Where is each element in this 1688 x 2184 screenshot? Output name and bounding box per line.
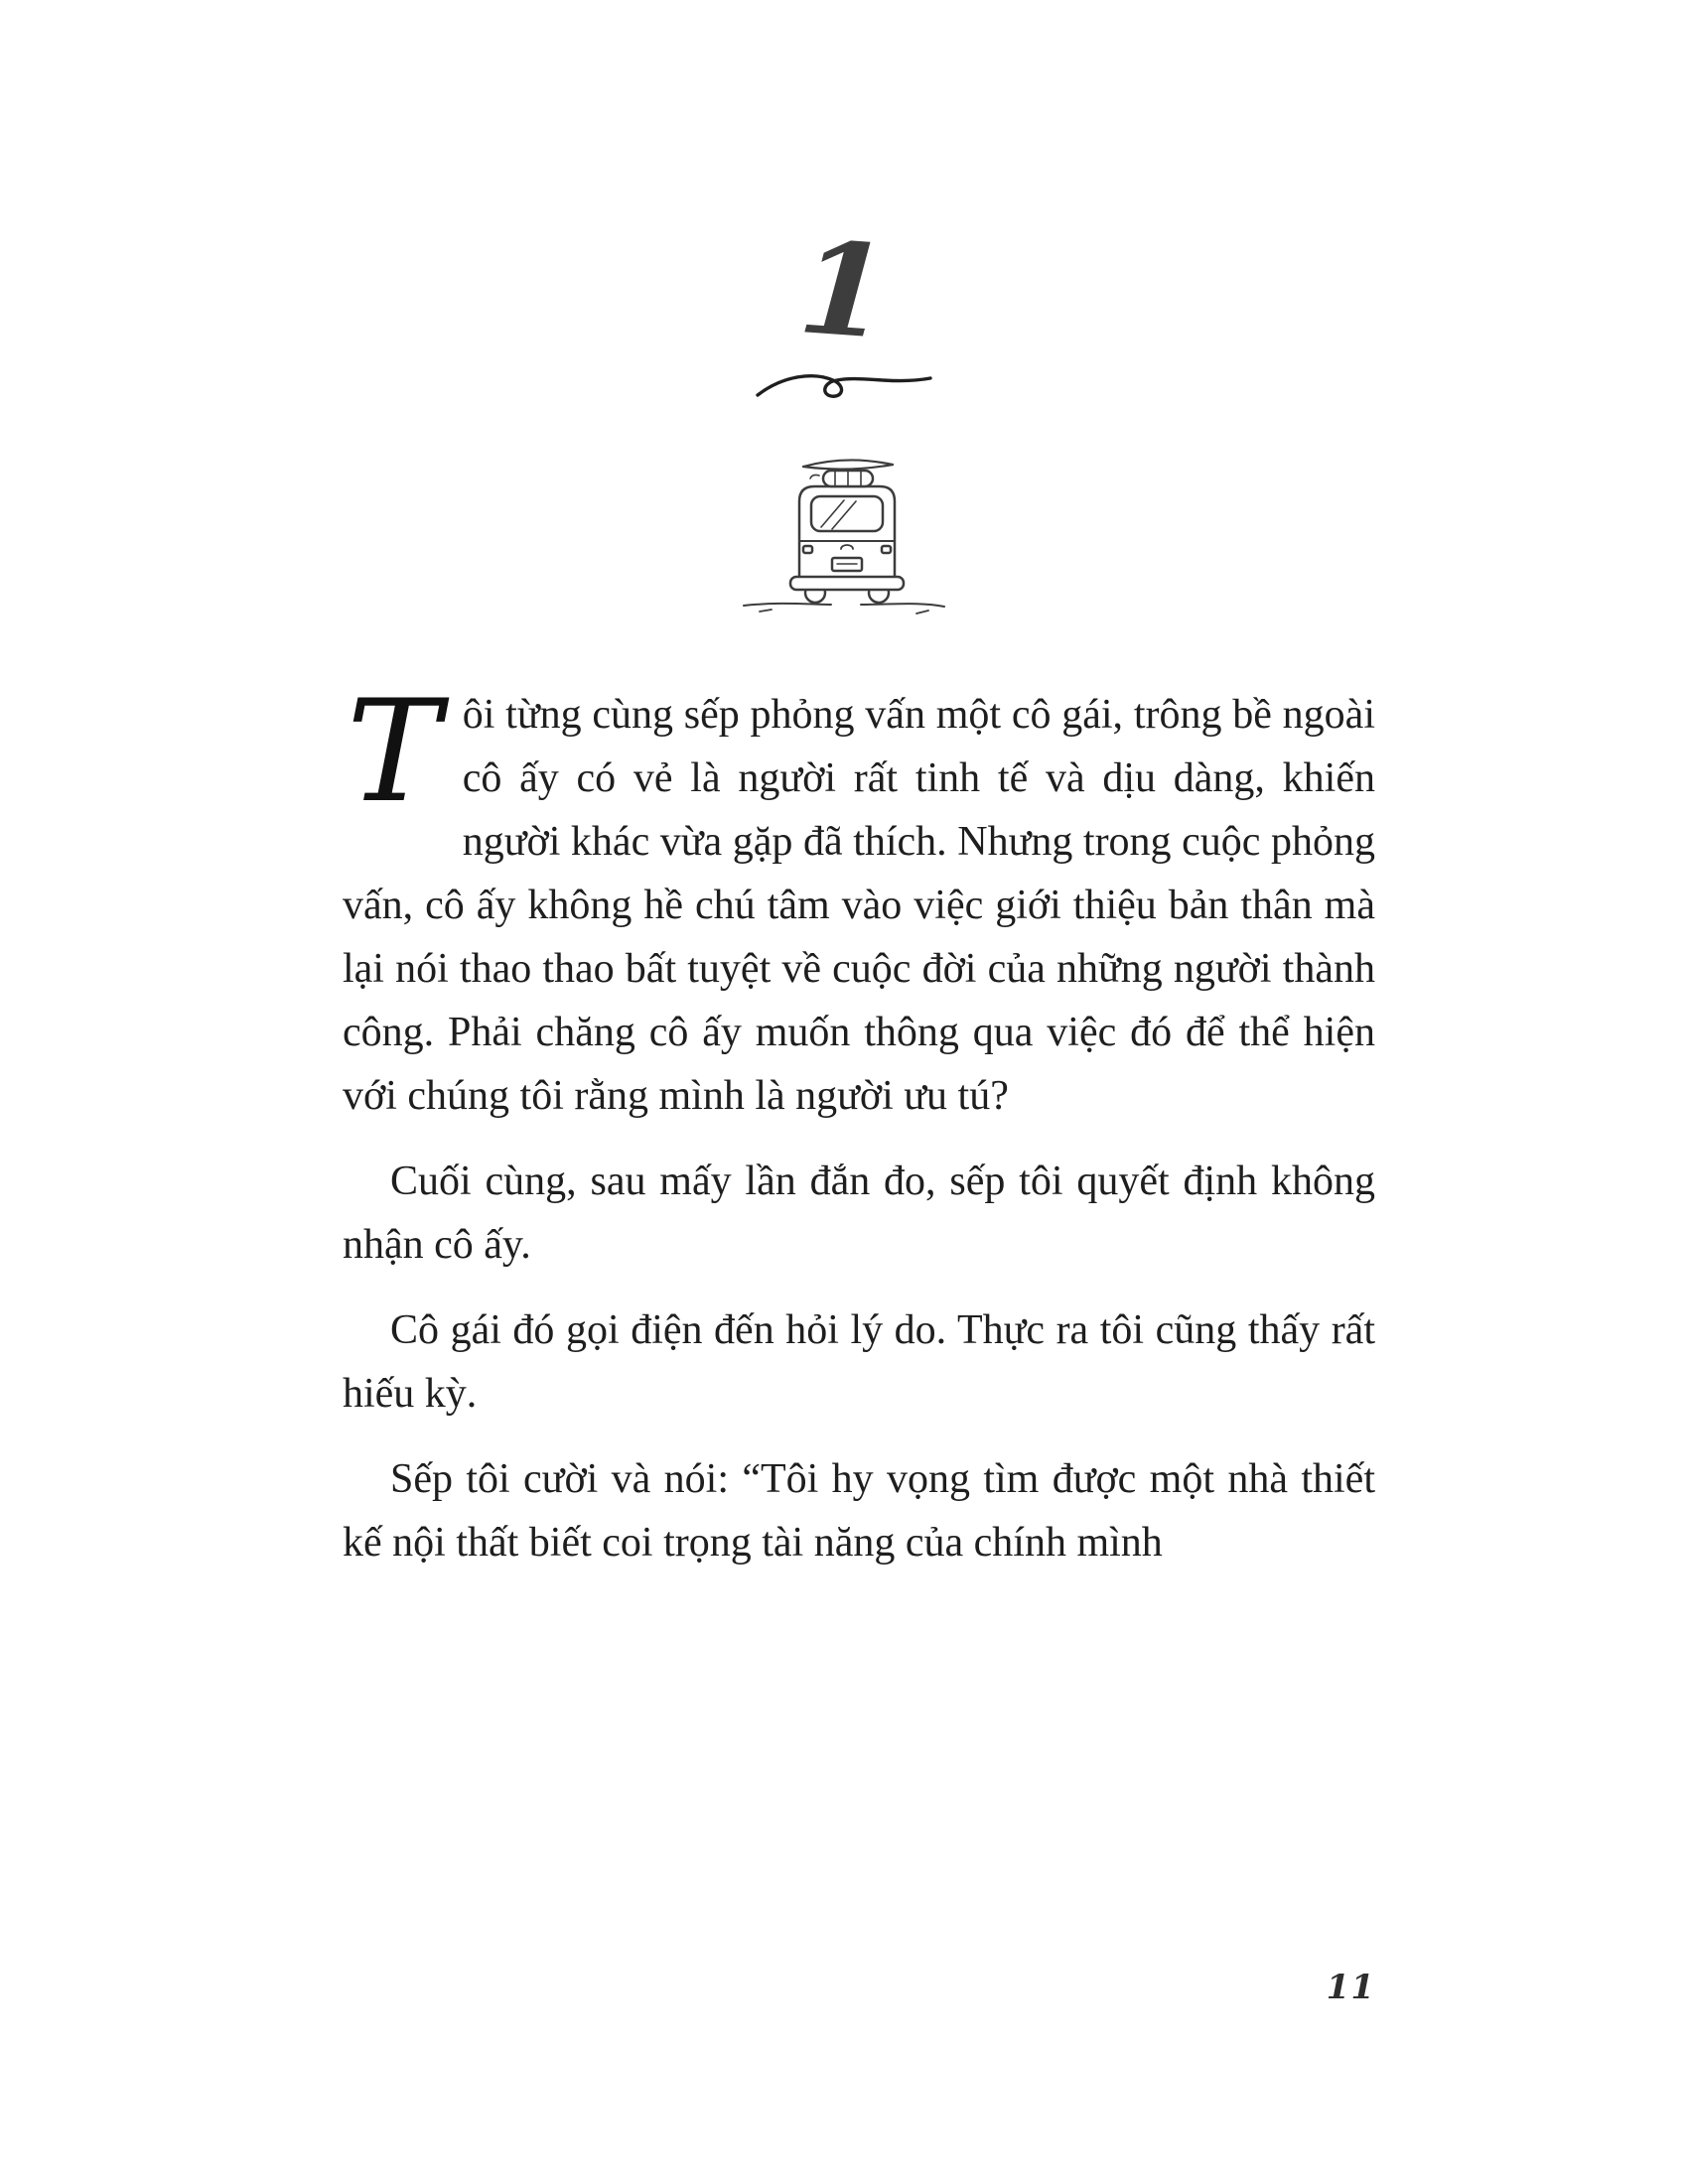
paragraph-3: Cô gái đó gọi điện đến hỏi lý do. Thực ra tôi cũng thấy rất hiếu kỳ. [343,1307,1375,1417]
camper-van-svg [730,449,958,627]
dropcap-letter: T [347,670,441,834]
chapter-flourish-icon [0,365,1688,418]
chapter-number [0,213,1688,368]
flourish-svg [750,365,938,413]
paragraph-1-text: ôi từng cùng sếp phỏng vấn một cô gái, trông bề ngoài cô ấy có vẻ là người rất tinh tế và dịu dàng, khiến người khác vừa gặp đã thích. Nhưng trong cuộc phỏng vấn, cô ấy không hề chú tâm vào việc giới thiệu bản thân mà lại nói thao thao bất tuyệt về cuộc đời của những người thành công. Phải chăng cô ấy muốn thông qua việc đó để thể hiện với chúng tôi rằng mình là người ưu tú? [343,692,1375,1119]
paragraph-2: Cuối cùng, sau mấy lần đắn đo, sếp tôi quyết định không nhận cô ấy. [343,1159,1375,1268]
body-text [343,670,1375,1596]
camper-van-illustration [0,449,1688,627]
chapter-number-glyph: 1 [794,213,894,368]
page-number: 11 [1326,1968,1375,2007]
paragraph-1 [343,670,1375,1128]
paragraph-4: Sếp tôi cười và nói: “Tôi hy vọng tìm được một nhà thiết kế nội thất biết coi trọng tài năng của chính mình [343,1456,1375,1566]
